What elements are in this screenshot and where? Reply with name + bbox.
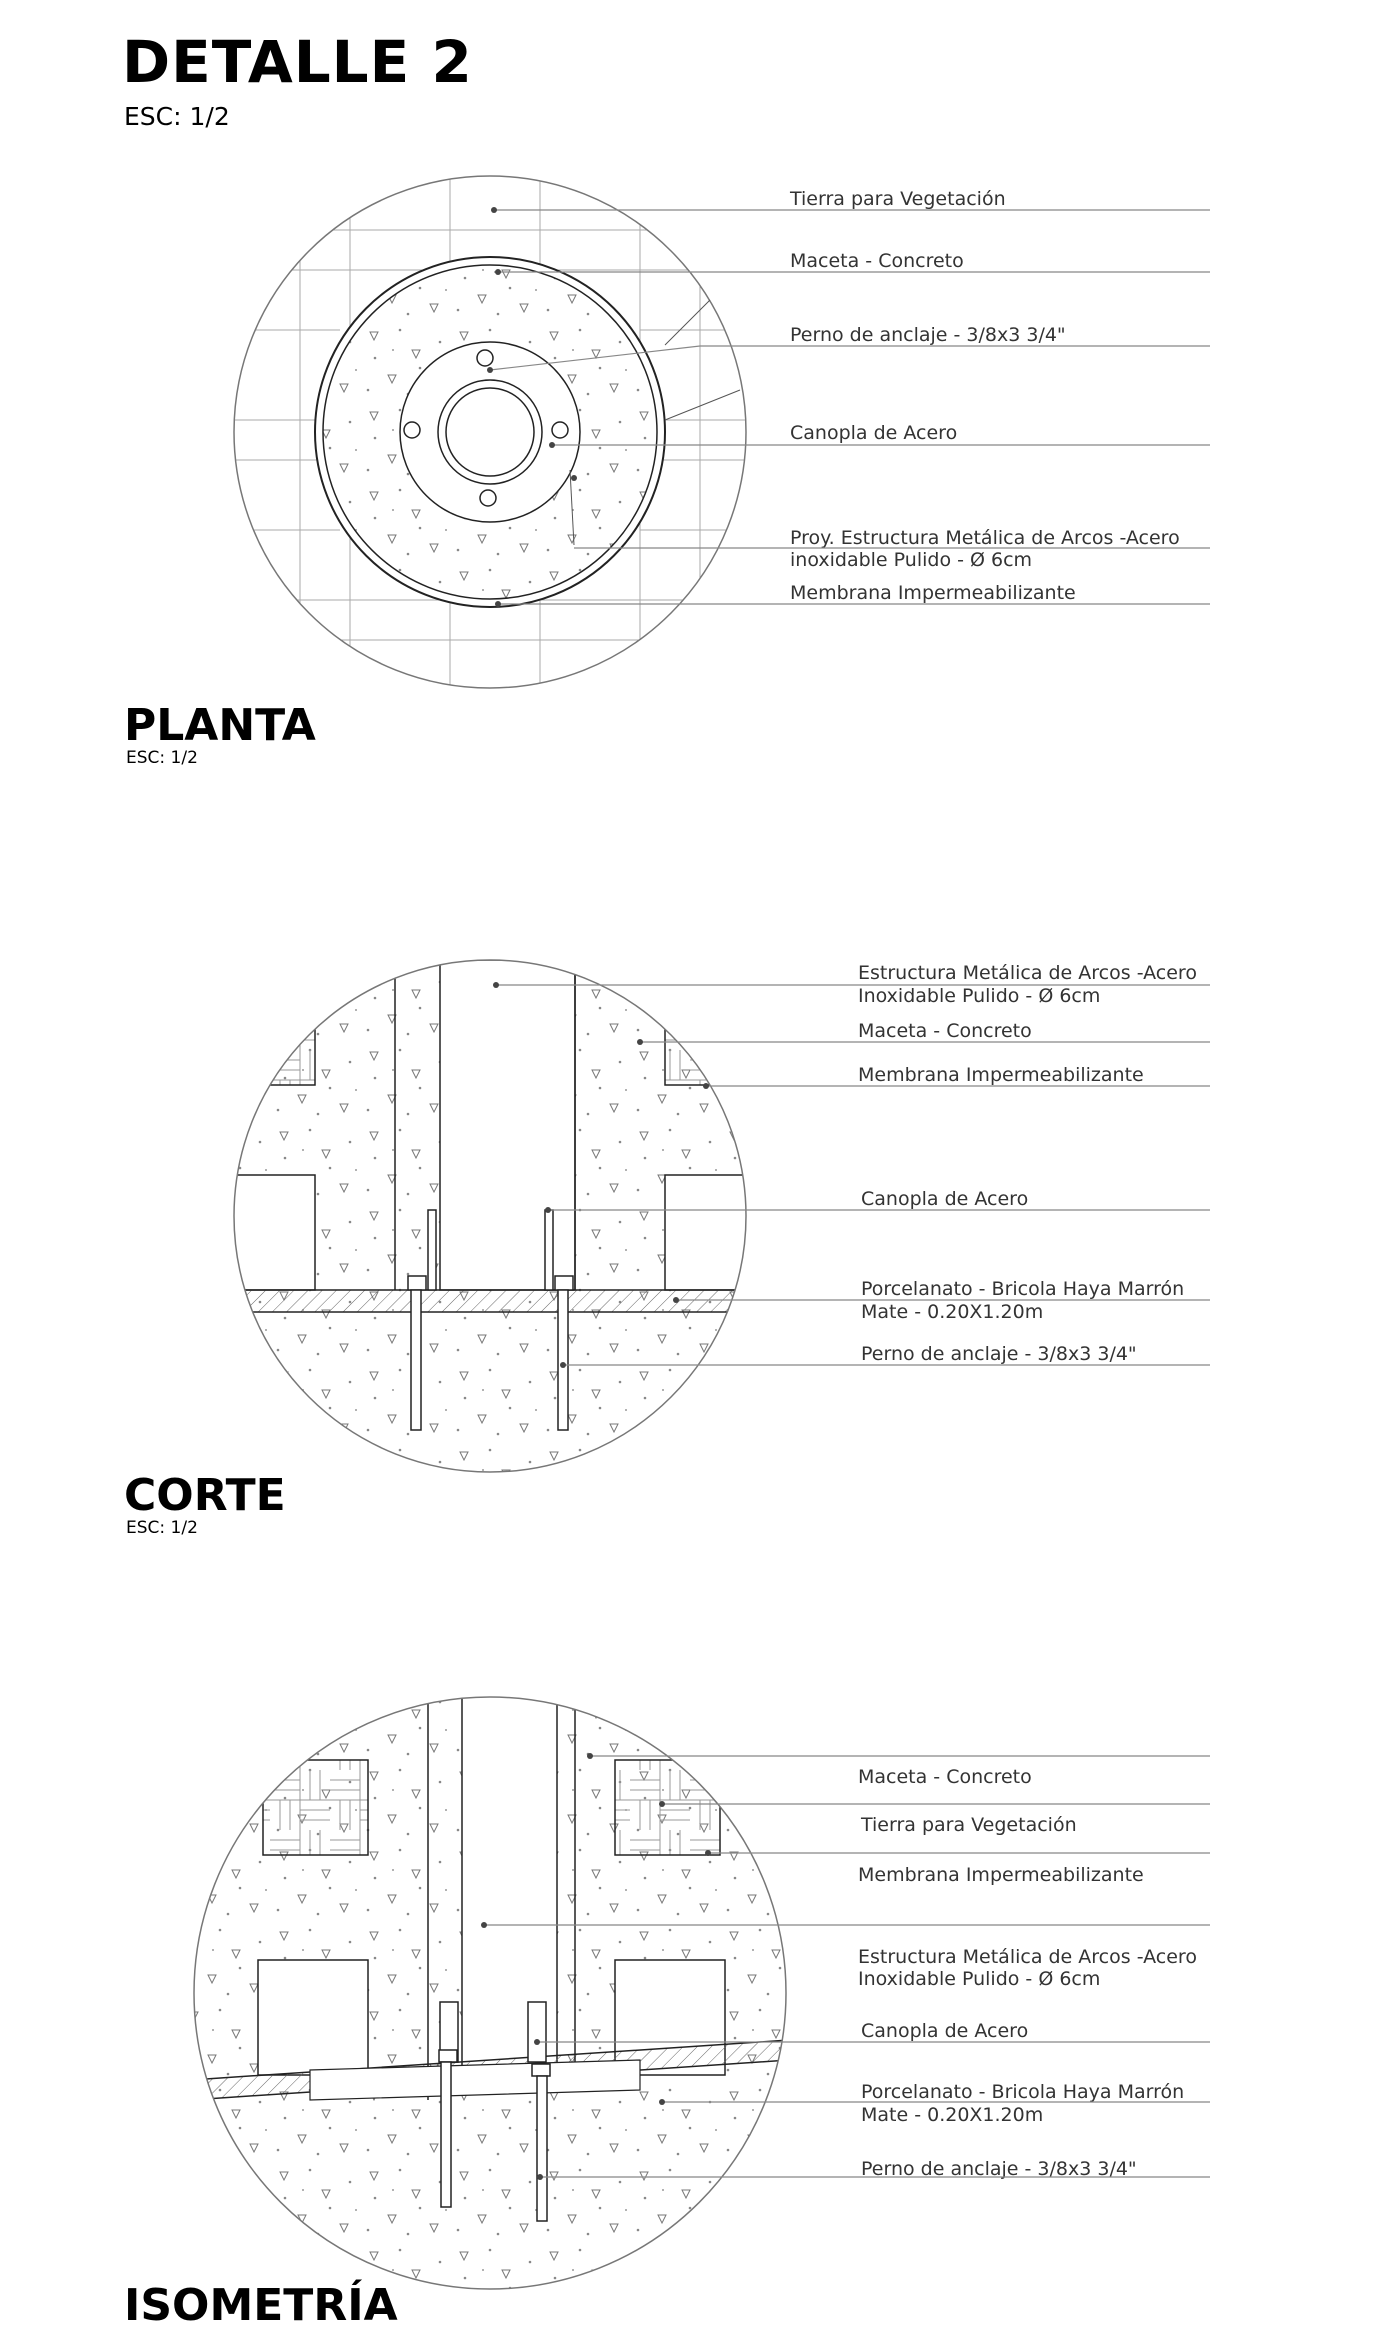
page-title: DETALLE 2: [122, 28, 473, 96]
iso-label-porcelanato-1: Porcelanato - Bricola Haya Marrón: [861, 2081, 1185, 2103]
planta-label-estructura-2: inoxidable Pulido - Ø 6cm: [790, 549, 1033, 571]
corte-label-perno: Perno de anclaje - 3/8x3 3/4": [861, 1343, 1137, 1365]
corte-label-estructura-1: Estructura Metálica de Arcos -Acero: [858, 962, 1197, 984]
planta-label-tierra: Tierra para Vegetación: [790, 188, 1006, 210]
corte-drawing: [230, 960, 1210, 1480]
planta-drawing: [230, 170, 1210, 700]
corte-label-porcelanato-2: Mate - 0.20X1.20m: [861, 1301, 1044, 1323]
planta-title: PLANTA: [124, 700, 316, 751]
corte-label-canopla: Canopla de Acero: [861, 1188, 1029, 1210]
planta-label-canopla: Canopla de Acero: [790, 422, 958, 444]
iso-label-porcelanato-2: Mate - 0.20X1.20m: [861, 2104, 1044, 2126]
iso-label-estructura-1: Estructura Metálica de Arcos -Acero: [858, 1946, 1197, 1968]
iso-label-canopla: Canopla de Acero: [861, 2020, 1029, 2042]
corte-label-membrana: Membrana Impermeabilizante: [858, 1064, 1144, 1086]
corte-title: CORTE: [124, 1470, 286, 1521]
iso-label-estructura-2: Inoxidable Pulido - Ø 6cm: [858, 1968, 1101, 1990]
planta-scale: ESC: 1/2: [126, 748, 198, 768]
iso-label-maceta: Maceta - Concreto: [858, 1766, 1032, 1788]
isometria-title: ISOMETRÍA: [124, 2280, 398, 2331]
planta-label-maceta: Maceta - Concreto: [790, 250, 964, 272]
corte-label-estructura-2: Inoxidable Pulido - Ø 6cm: [858, 985, 1101, 1007]
corte-scale: ESC: 1/2: [126, 1518, 198, 1538]
corte-label-maceta: Maceta - Concreto: [858, 1020, 1032, 1042]
page-scale: ESC: 1/2: [124, 102, 230, 131]
iso-label-membrana: Membrana Impermeabilizante: [858, 1864, 1144, 1886]
planta-label-perno: Perno de anclaje - 3/8x3 3/4": [790, 324, 1066, 346]
corte-label-porcelanato-1: Porcelanato - Bricola Haya Marrón: [861, 1278, 1185, 1300]
iso-label-perno: Perno de anclaje - 3/8x3 3/4": [861, 2158, 1137, 2180]
planta-label-membrana: Membrana Impermeabilizante: [790, 582, 1076, 604]
planta-label-estructura-1: Proy. Estructura Metálica de Arcos -Acero: [790, 527, 1180, 549]
isometria-drawing: [190, 1690, 1210, 2310]
iso-label-tierra: Tierra para Vegetación: [861, 1814, 1077, 1836]
